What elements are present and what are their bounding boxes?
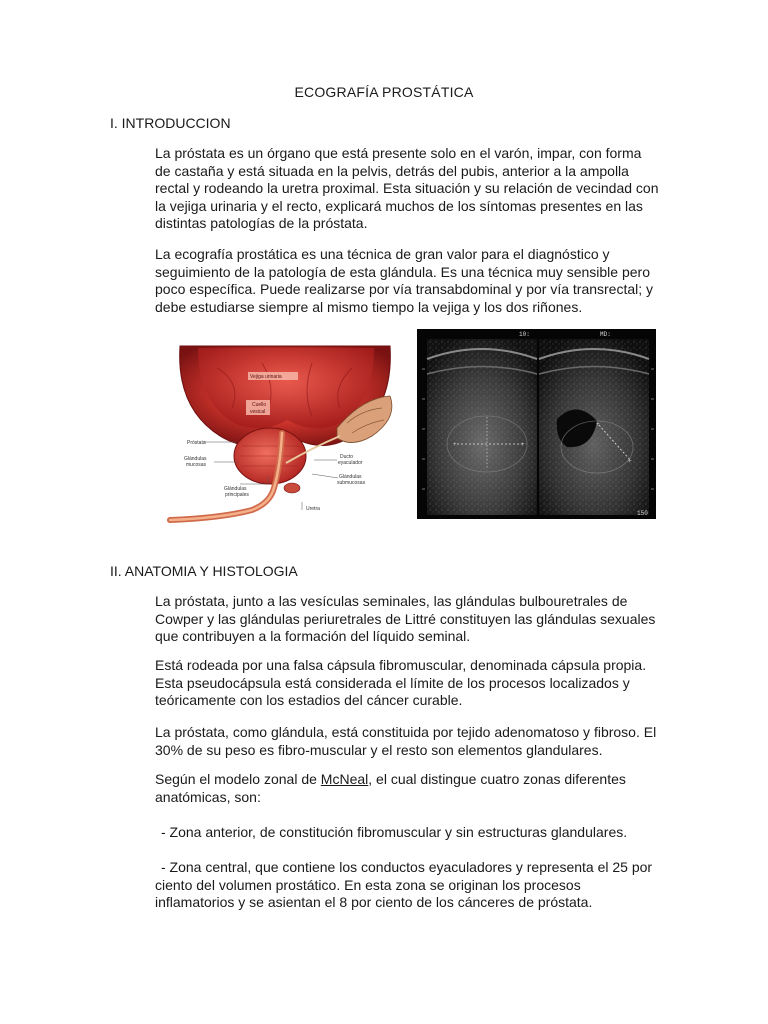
label-uretra: Uretra	[306, 506, 320, 512]
paragraph-modelo-zonal	[155, 771, 660, 806]
list-item-zona-central: - Zona central, que contiene los conductos eyaculadores y representa el 25 por ciento del volumen prostático. En esta zona se originan los procesos inflamatorios y se asientan el 8 por ciento de los cánceres de próstata.	[155, 859, 653, 911]
section-heading-introduccion: I. INTRODUCCION	[110, 115, 231, 131]
caliper-left-end: +	[521, 441, 525, 448]
mcneal-link[interactable]: McNeal	[320, 771, 369, 787]
prostate-anatomy-illustration	[162, 338, 402, 524]
anatomy-drawing	[162, 338, 402, 524]
caliper-left-start: +	[453, 441, 457, 448]
modelo-zonal-rest: , el cual distingue cuatro zonas diferentes anatómicas, son:	[155, 771, 626, 805]
label-glandulas-submucosas-1: Glándulas	[339, 474, 362, 480]
label-glandulas-mucosas-1: Glándulas	[184, 456, 207, 462]
us-right-marker: MD:	[600, 331, 611, 338]
label-cuello-vesical-2: vesical	[250, 409, 266, 415]
prostate-ultrasound-image	[417, 329, 656, 519]
label-vejiga-urinaria: Vejiga urinaria	[250, 374, 282, 380]
caliper-right-start: +	[596, 421, 600, 428]
document-title: ECOGRAFÍA PROSTÁTICA	[294, 84, 474, 100]
paragraph-intro-1: La próstata es un órgano que está presente solo en el varón, impar, con forma de castaña y está situada en la pelvis, detrás del pubis, anterior a la ampolla rectal y rodeando la uretra proximal. Esta situación y su relación de vecindad con la vejiga urinaria y el recto, explicará muchos de los síntomas presentes en las distintas patologías de la próstata.	[155, 145, 659, 232]
list-item-zona-anterior: - Zona anterior, de constitución fibromuscular y sin estructuras glandulares.	[161, 824, 628, 840]
label-glandulas-principales-1: Glándulas	[224, 486, 247, 492]
us-left-marker: 10:	[519, 331, 530, 338]
paragraph-intro-2: La ecografía prostática es una técnica de gran valor para el diagnóstico y seguimiento de la patología de esta glándula. Es una técnica muy sensible pero poco específica. Puede realizarse por vía transabdominal y por vía transrectal; y debe estudiarse siempre al mismo tiempo la vejiga y los dos riñones.	[155, 246, 654, 315]
ultrasound-drawing	[417, 329, 656, 519]
label-ducto-eyaculador-2: eyaculador	[338, 460, 363, 466]
modelo-zonal-intro: Según el modelo zonal de	[155, 771, 317, 787]
label-glandulas-mucosas-2: mucosas	[186, 462, 207, 468]
caliper-right-end: +	[628, 458, 632, 465]
paragraph-anatomia-3: La próstata, como glándula, está constituida por tejido adenomatoso y fibroso. El 30% de su peso es fibro-muscular y el resto son elementos glandulares.	[155, 724, 657, 758]
us-depth-value: 150	[637, 510, 648, 517]
paragraph-anatomia-2: Está rodeada por una falsa cápsula fibromuscular, denominada cápsula propia. Esta pseudocápsula está considerada el límite de los procesos localizados y teóricamente con los estadios del cáncer curable.	[155, 657, 647, 709]
label-cuello-vesical-1: Cuello	[252, 402, 267, 408]
label-prostata: Próstata	[187, 440, 206, 446]
paragraph-anatomia-1: La próstata, junto a las vesículas seminales, las glándulas bulbouretrales de Cowper y las glándulas periuretrales de Littré constituyen las glándulas sexuales que contribuyen a la formación del líquido seminal.	[155, 593, 656, 645]
section-heading-anatomia: II. ANATOMIA Y HISTOLOGIA	[110, 563, 298, 579]
label-ducto-eyaculador-1: Ducto	[340, 454, 354, 460]
label-glandulas-submucosas-2: submucosas	[337, 480, 366, 486]
label-glandulas-principales-2: principales	[225, 492, 249, 498]
